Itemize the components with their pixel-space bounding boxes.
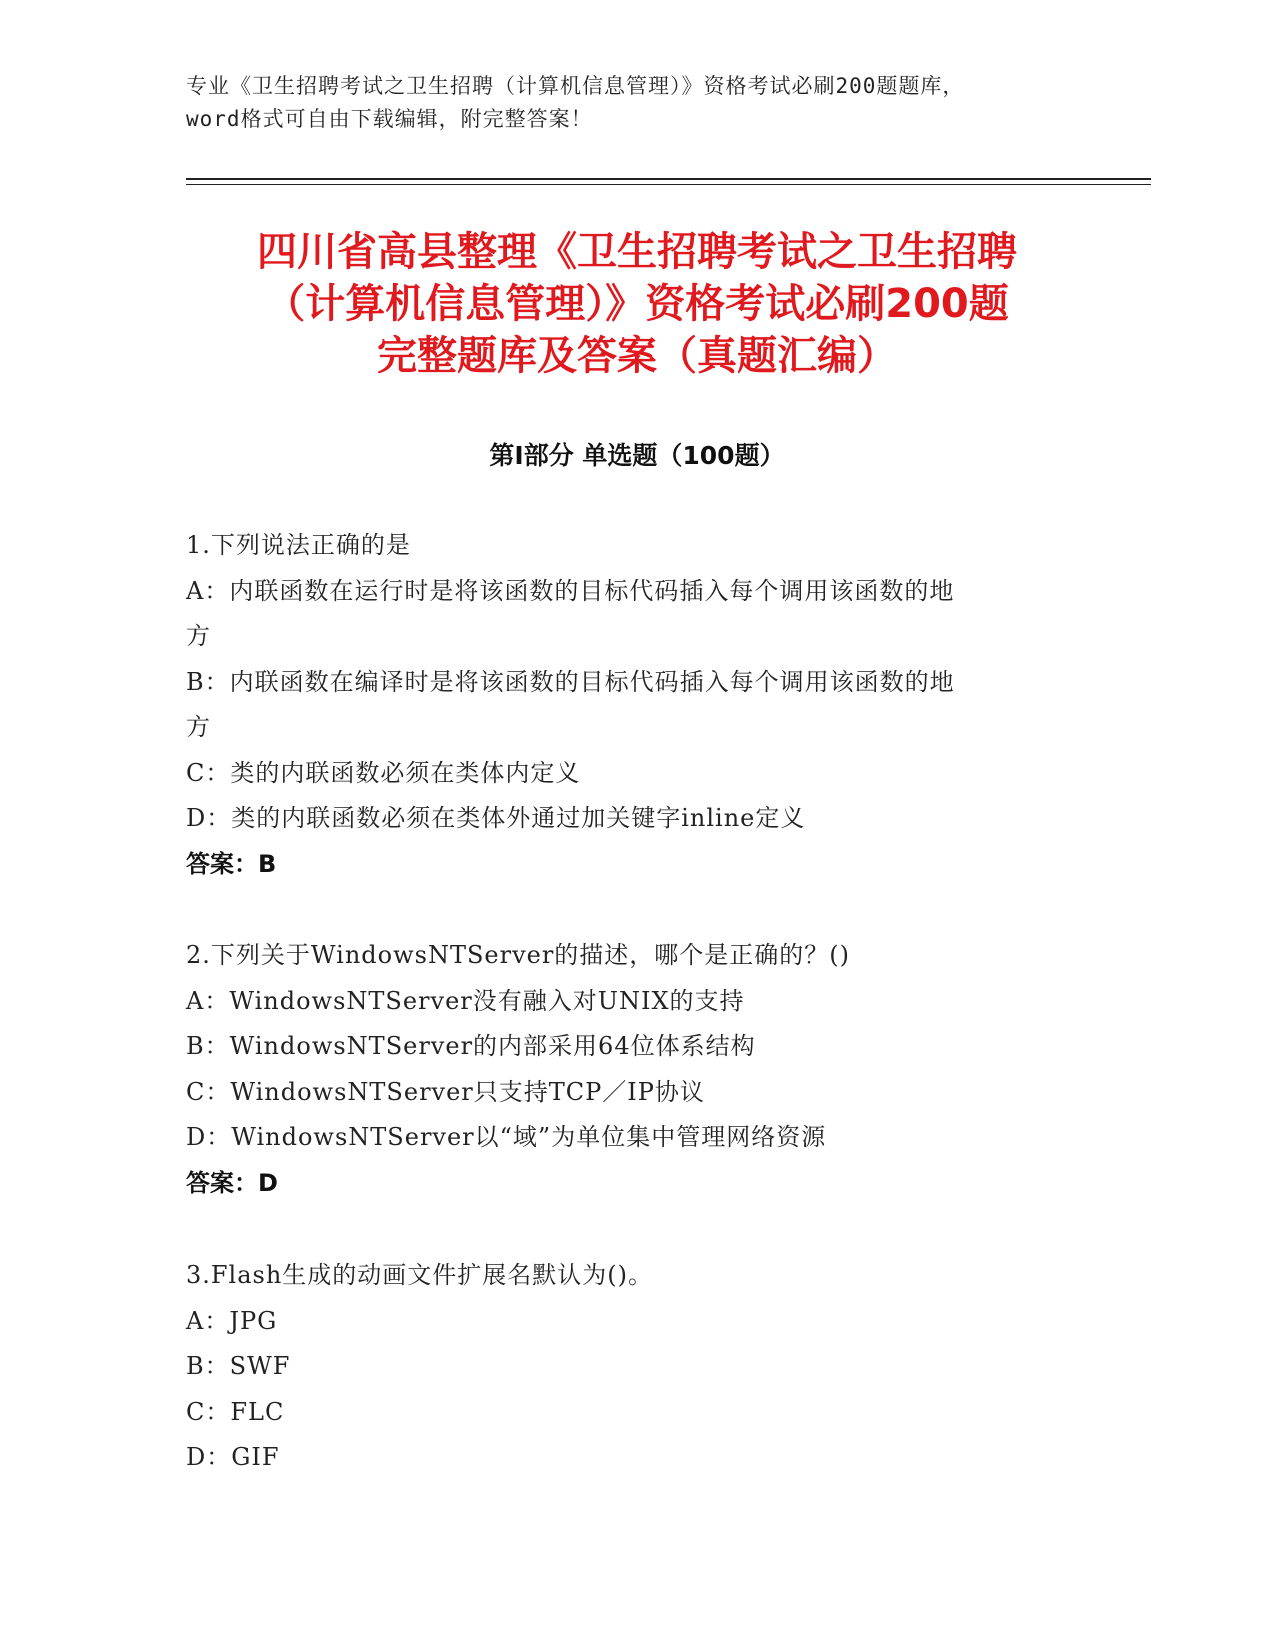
option-b: B：SWF — [186, 1352, 291, 1380]
option-a: A：JPG — [186, 1306, 278, 1335]
question-stem: 2.下列关于WindowsNTServer的描述，哪个是正确的？() — [186, 941, 851, 969]
option-b: B：WindowsNTServer的内部采用64位体系结构 — [186, 1032, 756, 1060]
option-c: C：类的内联函数必须在类体内定义 — [186, 758, 581, 787]
answer-label: 答案：B — [186, 849, 277, 878]
question-stem: 3.Flash生成的动画文件扩展名默认为()。 — [186, 1261, 654, 1289]
section-heading: 第Ⅰ部分 单选题（100题） — [489, 441, 785, 470]
header-note-line: 专业《卫生招聘考试之卫生招聘（计算机信息管理）》资格考试必刷200题题库， — [186, 74, 965, 98]
document-title-line: （计算机信息管理）》资格考试必刷200题 — [265, 281, 1009, 327]
option-b-continued: 方 — [186, 713, 211, 741]
option-c: C：FLC — [186, 1397, 285, 1426]
document-title — [186, 226, 1088, 382]
answer-label: 答案：D — [186, 1168, 278, 1197]
option-c: C：WindowsNTServer只支持TCP／IP协议 — [186, 1077, 705, 1106]
header-note-line: word格式可自由下载编辑，附完整答案！ — [186, 107, 593, 131]
header-divider-thin — [186, 184, 1151, 185]
header-divider — [186, 178, 1151, 180]
question-stem: 1.下列说法正确的是 — [186, 531, 411, 559]
option-d: D：WindowsNTServer以“域”为单位集中管理网络资源 — [186, 1123, 827, 1151]
option-a: A：内联函数在运行时是将该函数的目标代码插入每个调用该函数的地 — [186, 576, 955, 605]
question-block-1 — [186, 523, 1086, 887]
option-a: A：WindowsNTServer没有融入对UNIX的支持 — [186, 986, 745, 1015]
document-title-line: 完整题库及答案（真题汇编） — [377, 333, 897, 379]
document-title-line: 四川省高县整理《卫生招聘考试之卫生招聘 — [257, 229, 1017, 275]
option-d: D：GIF — [186, 1443, 280, 1471]
question-block-3 — [186, 1253, 1086, 1481]
option-d: D：类的内联函数必须在类体外通过加关键字inline定义 — [186, 804, 806, 832]
question-block-2 — [186, 933, 1086, 1206]
option-b: B：内联函数在编译时是将该函数的目标代码插入每个调用该函数的地 — [186, 667, 955, 696]
header-note — [186, 70, 1086, 136]
option-a-continued: 方 — [186, 622, 211, 650]
